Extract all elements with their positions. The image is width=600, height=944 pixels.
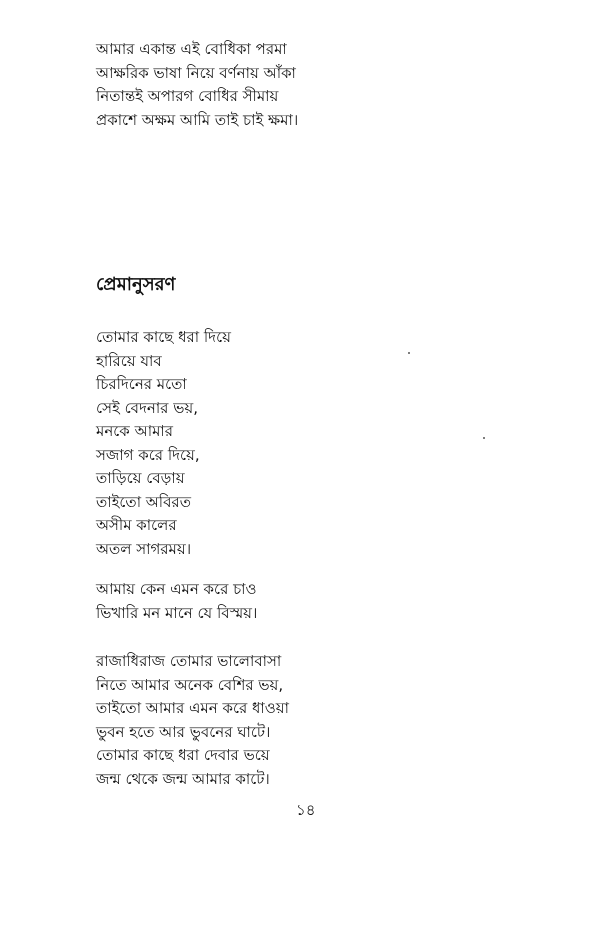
verse-line: রাজাধিরাজ তোমার ভালোবাসা [96, 652, 282, 670]
verse-line: ভিখারি মন মানে যে বিস্ময়। [96, 603, 258, 622]
verse-line: তোমার কাছে ধরা দিয়ে [96, 328, 231, 346]
verse-line: অসীম কালের [96, 516, 177, 534]
poem-stanza-2 [96, 578, 257, 625]
verse-line: জন্ম থেকে জন্ম আমার কাটে। [96, 769, 270, 788]
verse-line: আমায় কেন এমন করে চাও [96, 580, 257, 598]
verse-line: তোমার কাছে ধরা দেবার ভয়ে [96, 746, 270, 764]
verse-line: হারিয়ে যাব [96, 351, 162, 370]
verse-line: তাইতো অবিরত [96, 492, 191, 511]
scan-speck [483, 437, 485, 439]
verse-line: তাইতো আমার এমন করে ধাওয়া [96, 699, 289, 717]
verse-line: ভুবন হতে আর ভুবনের ঘাটে। [96, 722, 271, 741]
verse-line: আমার একান্ত এই বোধিকা পরমা [96, 40, 287, 58]
verse-line: তাড়িয়ে বেড়ায় [96, 469, 185, 487]
verse-line: চিরদিনের মতো [96, 375, 187, 393]
poem-stanza-3 [96, 650, 289, 791]
verse-line: সজাগ করে দিয়ে, [96, 445, 200, 464]
top-stanza [96, 38, 298, 132]
verse-line: নিতে আমার অনেক বেশির ভয়, [96, 675, 284, 694]
verse-line: আক্ষরিক ভাষা নিয়ে বর্ণনায় আঁকা [96, 63, 296, 82]
verse-line: মনকে আমার [96, 422, 173, 440]
poem-stanza-1 [96, 326, 231, 561]
verse-line: প্রকাশে অক্ষম আমি তাই চাই ক্ষমা। [96, 110, 299, 129]
verse-line: অতল সাগরময়। [96, 539, 192, 558]
scan-speck [408, 352, 410, 354]
verse-line: সেই বেদনার ভয়, [96, 398, 198, 417]
poem-title: প্রেমানুসরণ [96, 274, 176, 295]
verse-line: নিতান্তই অপারগ বোধির সীমায় [96, 87, 279, 105]
page-number: ১৪ [296, 801, 316, 819]
